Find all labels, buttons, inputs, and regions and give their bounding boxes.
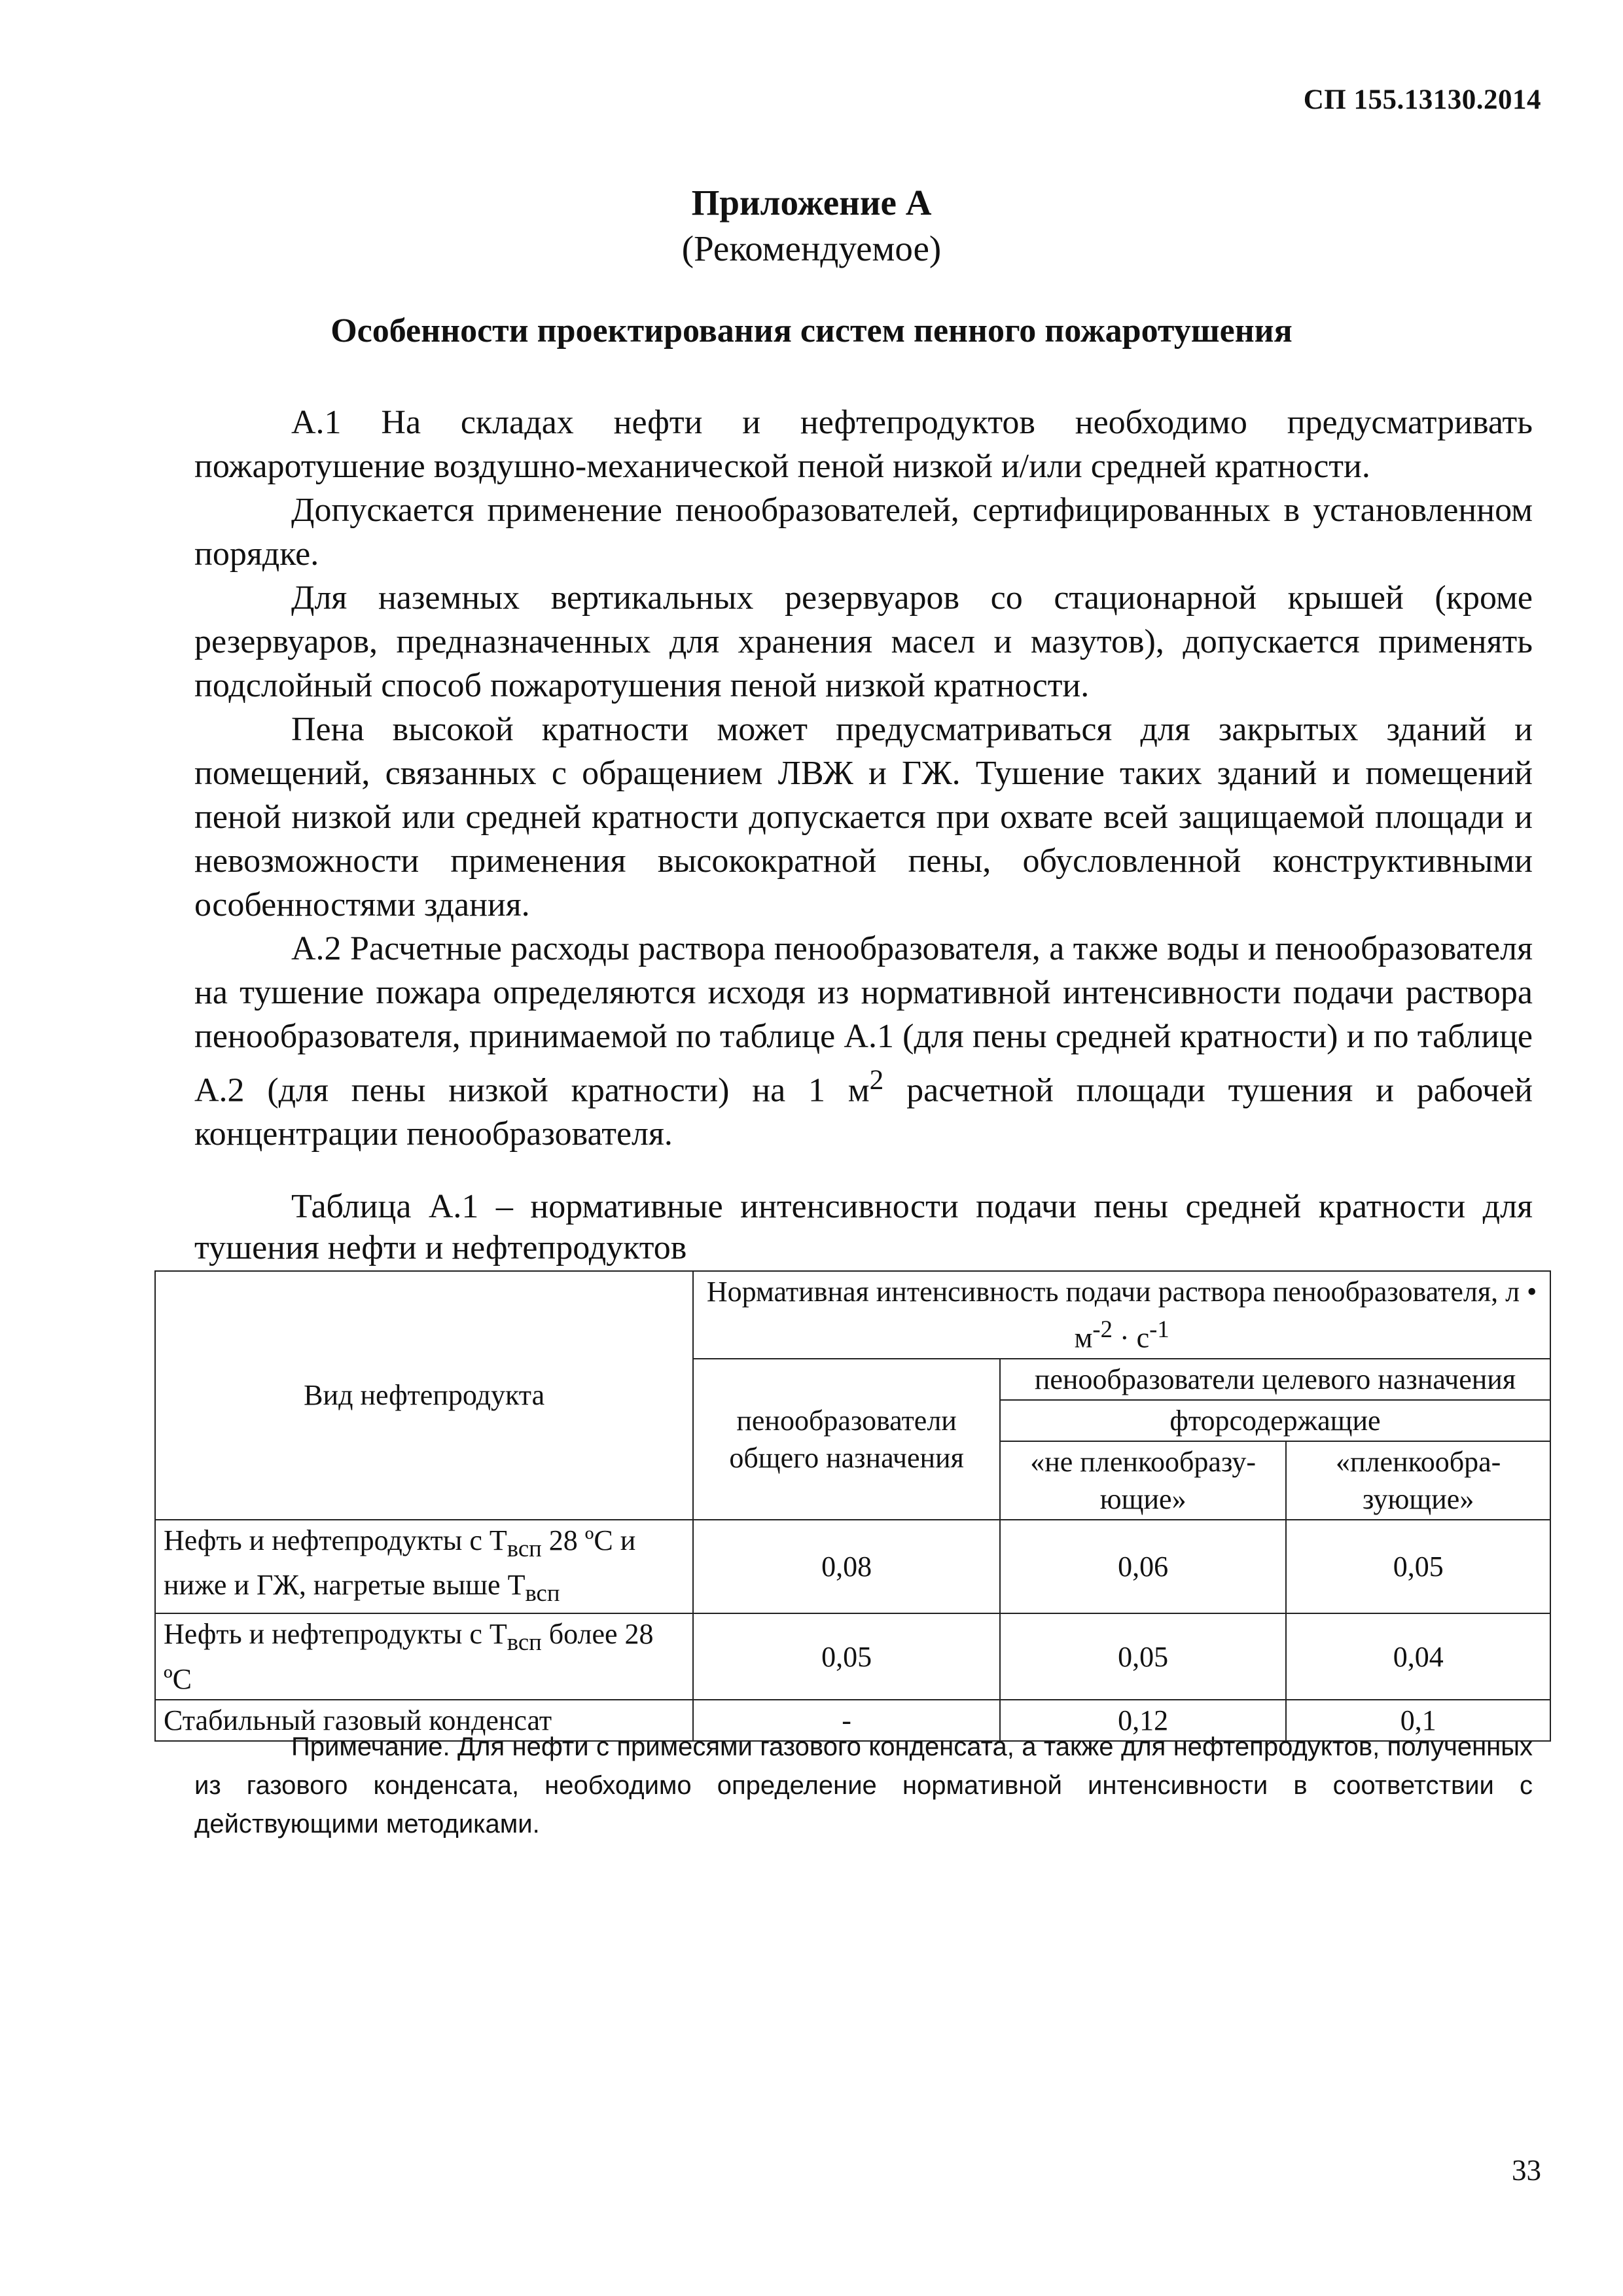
- value-cell: 0,05: [1000, 1613, 1287, 1700]
- paragraph-high-expansion-foam: Пена высокой кратности может предусматриваться для закрытых зданий и помещений, связанных с обращением ЛВЖ и ГЖ. Тушение таких зданий и помещений пеной низкой или средней кратности допускается при охвате всей защищаемой площади и невозможности применения высокократной пены, обусловленной конструктивными особенностями здания.: [194, 711, 1533, 924]
- value-cell: 0,08: [693, 1520, 1000, 1614]
- table-row: [155, 1520, 1550, 1614]
- paragraph-a2-text-end: расчетной площади тушения и рабочей концентрации пенообразователя.: [194, 1071, 1533, 1153]
- row-label-subscript: всп: [507, 1534, 542, 1562]
- body-text: [194, 401, 1533, 1156]
- header-non-film-forming: «не пленкообразу-ющие»: [1000, 1441, 1287, 1520]
- value-cell: -: [693, 1700, 1000, 1741]
- value-cell: 0,06: [1000, 1520, 1287, 1614]
- row-label-text: Нефть и нефтепродукты с Т: [164, 1618, 507, 1651]
- value-cell: 0,12: [1000, 1700, 1287, 1741]
- square-superscript: 2: [869, 1064, 884, 1096]
- row-label-text: Нефть и нефтепродукты с Т: [164, 1524, 507, 1556]
- paragraph-a1: А.1 На складах нефти и нефтепродуктов необходимо предусматривать пожаротушение воздушно-механической пеной низкой и/или средней кратности.: [194, 404, 1533, 485]
- document-code: СП 155.13130.2014: [1303, 84, 1541, 115]
- header-intensity-sup1: -2: [1092, 1316, 1113, 1342]
- paragraph-a2-text: А.2 Расчетные расходы раствора пенообразователя, а также воды и пенообразователя на тушение пожара определяются исходя из нормативной интенсивности подачи раствора пенообразователя, принимаемой по таблице А.1 (для пены средней кратности) и по таблице А.2 (для пены низкой кратности) на 1 м: [194, 930, 1533, 1109]
- row-label-subscript: всп: [507, 1628, 542, 1656]
- row-label: [155, 1520, 693, 1614]
- row-label-text: 28 ºС и ниже и ГЖ, нагретые выше Т: [164, 1524, 636, 1602]
- header-general-purpose: пенообразователи общего назначения: [693, 1359, 1000, 1520]
- value-cell: 0,05: [1286, 1520, 1550, 1614]
- header-intensity: [693, 1271, 1550, 1359]
- header-targeted-purpose: пенообразователи целевого назначения: [1000, 1359, 1550, 1400]
- header-intensity-sup2: -1: [1149, 1316, 1169, 1342]
- value-cell: 0,1: [1286, 1700, 1550, 1741]
- intensity-table: [154, 1270, 1551, 1742]
- page-number: 33: [1512, 2154, 1541, 2187]
- header-film-forming: «пленкообра-зующие»: [1286, 1441, 1550, 1520]
- header-intensity-mid: · с: [1112, 1321, 1150, 1354]
- paragraph-foaming-agents: Допускается применение пенообразователей, сертифицированных в установленном порядке.: [194, 492, 1533, 573]
- row-label-subscript: всп: [525, 1579, 560, 1607]
- row-label-text: более 28 ºС: [164, 1618, 654, 1696]
- section-heading: Особенности проектирования систем пенного пожаротушения: [330, 312, 1293, 350]
- table-row: [155, 1613, 1550, 1700]
- value-cell: 0,04: [1286, 1613, 1550, 1700]
- appendix-subtitle: (Рекомендуемое): [681, 228, 942, 268]
- row-label: Стабильный газовый конденсат: [155, 1700, 693, 1741]
- header-fluorine: фторсодержащие: [1000, 1400, 1550, 1441]
- paragraph-a2: [194, 927, 1533, 1156]
- header-product-type: Вид нефтепродукта: [155, 1271, 693, 1520]
- row-label: [155, 1613, 693, 1700]
- value-cell: 0,05: [693, 1613, 1000, 1700]
- table-header-row: [155, 1271, 1550, 1359]
- table-caption: Таблица А.1 – нормативные интенсивности подачи пены средней кратности для тушения нефти и нефтепродуктов: [194, 1188, 1533, 1266]
- paragraph-tanks: Для наземных вертикальных резервуаров со стационарной крышей (кроме резервуаров, предназначенных для хранения масел и мазутов), допускается применять подслойный способ пожаротушения пеной низкой кратности.: [194, 579, 1533, 704]
- appendix-title: Приложение А: [691, 183, 932, 223]
- table-note: Примечание. Для нефти с примесями газового конденсата, а также для нефтепродуктов, полученных из газового конденсата, необходимо определение нормативной интенсивности в соответствии с действующими методиками.: [194, 1732, 1533, 1839]
- header-intensity-text: Нормативная интенсивность подачи раствора пенообразователя, л • м: [706, 1276, 1537, 1354]
